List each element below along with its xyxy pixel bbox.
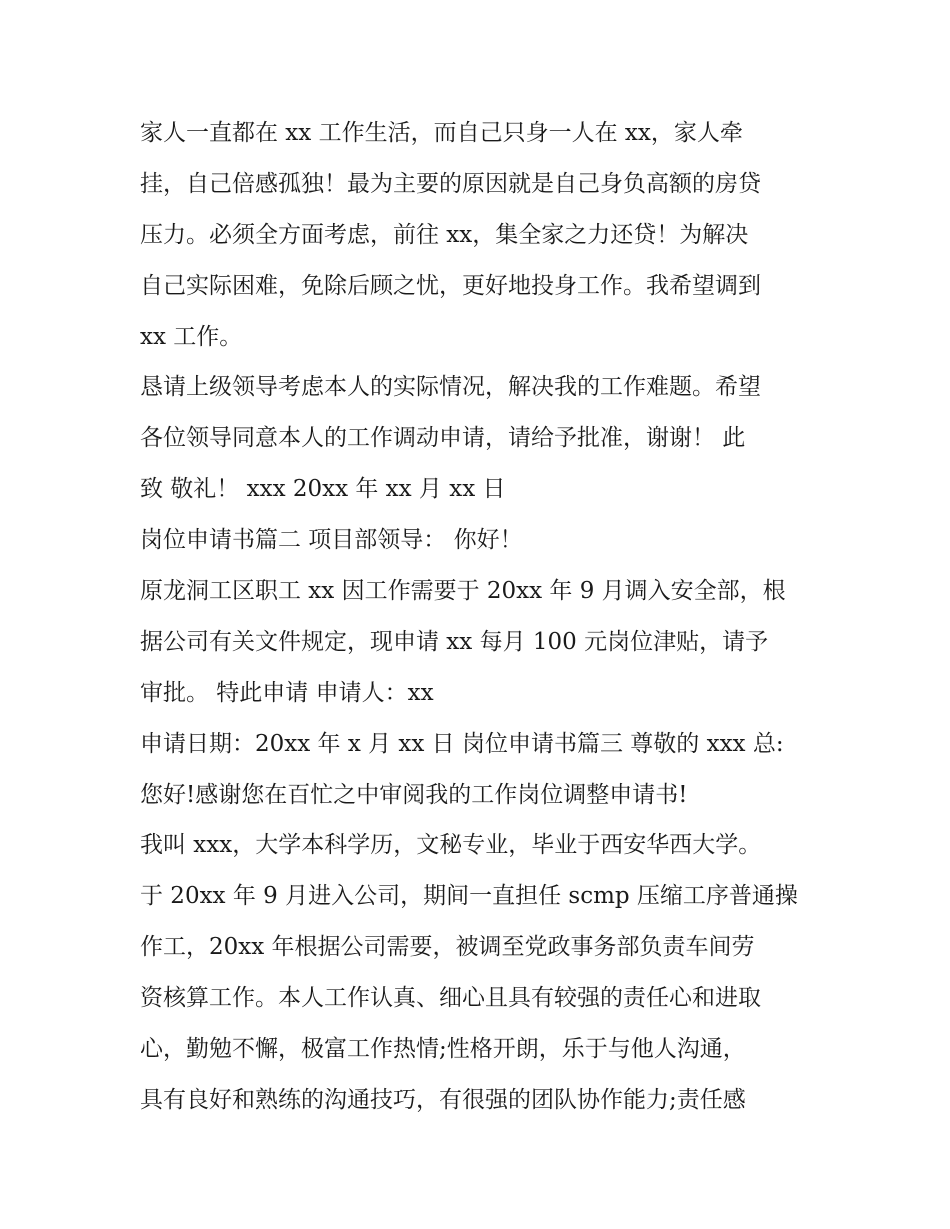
text-line: 资核算工作。本人工作认真、细心且具有较强的责任心和进取 <box>140 985 761 1012</box>
text-line: 原龙洞工区职工 xx 因工作需要于 20xx 年 9 月调入安全部，根 <box>140 578 786 605</box>
text-line: 致 敬礼！ xxx 20xx 年 xx 月 xx 日 <box>140 476 506 503</box>
text-line: 挂，自己倍感孤独！最为主要的原因就是自己身负高额的房贷 <box>140 170 761 197</box>
text-line: 您好!感谢您在百忙之中审阅我的工作岗位调整申请书! <box>140 781 688 808</box>
text-line: 家人一直都在 xx 工作生活，而自己只身一人在 xx，家人牵 <box>140 120 743 146</box>
section-heading-line: 岗位申请书篇二 项目部领导： 你好！ <box>140 527 523 554</box>
document-body <box>140 108 820 1126</box>
text-line: 各位领导同意本人的工作调动申请，请给予批准，谢谢！ 此 <box>140 425 746 452</box>
text-line: 心，勤勉不懈，极富工作热情;性格开朗，乐于与他人沟通， <box>140 1036 746 1063</box>
text-line: 审批。 特此申请 申请人：xx <box>140 679 434 706</box>
text-line: 恳请上级领导考虑本人的实际情况，解决我的工作难题。希望 <box>140 374 761 401</box>
text-line: 作工，20xx 年根据公司需要，被调至党政事务部负责车间劳 <box>140 934 755 961</box>
text-line: 我叫 xxx，大学本科学历，文秘专业，毕业于西安华西大学。 <box>140 832 762 859</box>
section-heading-line: 申请日期：20xx 年 x 月 xx 日 岗位申请书篇三 尊敬的 xxx 总: <box>140 730 784 757</box>
text-line: 自己实际困难，免除后顾之忧，更好地投身工作。我希望调到 <box>140 272 761 299</box>
text-line: 据公司有关文件规定，现申请 xx 每月 100 元岗位津贴，请予 <box>140 628 769 655</box>
text-line: 具有良好和熟练的沟通技巧，有很强的团队协作能力;责任感 <box>140 1086 746 1113</box>
text-line: 于 20xx 年 9 月进入公司，期间一直担任 scmp 压缩工序普通操 <box>140 883 798 910</box>
text-line: xx 工作。 <box>140 323 243 350</box>
text-line: 压力。必须全方面考虑，前往 xx，集全家之力还贷！为解决 <box>140 221 749 248</box>
